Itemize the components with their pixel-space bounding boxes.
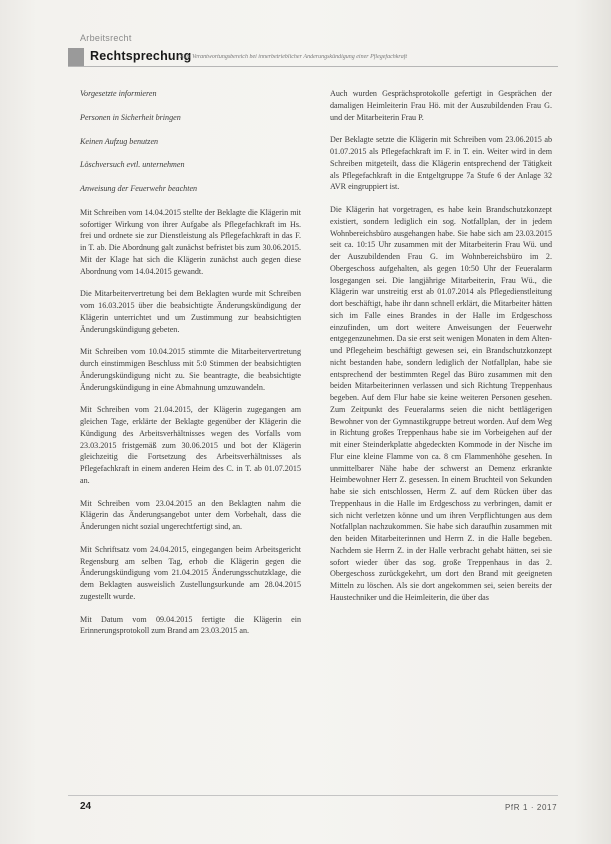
- issue-label: PfR 1 · 2017: [505, 803, 558, 812]
- instruction-item: Anweisung der Feuerwehr beachten: [80, 184, 198, 193]
- footer-divider: [68, 795, 558, 796]
- body-paragraph: Mit Schreiben vom 21.04.2015, der Klägerin zugegangen am gleichen Tage, erklärte der Beklagte gegenüber der Klägerin die Kündigung des Arbeitsverhältnisses wegen des Vorfalls vom 23.03.2015 fristgemäß zum 30.06.2015 und bot der Klägerin gleichzeitig die Fortsetzung des Arbeitsverhältnisses als Pflegefachkraft in einem anderen Heim des C. in T. ab 01.07.2015 an.: [80, 405, 301, 485]
- body-paragraph: Mit Schreiben vom 23.04.2015 an den Beklagten nahm die Klägerin das Änderungsangebot unter dem Vorbehalt, dass die Änderungen nicht sozial ungerechtfertigt sind, an.: [80, 498, 301, 531]
- body-paragraph: Die Mitarbeitervertretung bei dem Beklagten wurde mit Schreiben vom 16.03.2015 über die beabsichtigte Änderungskündigung der Klägerin unterrichtet und um Zustimmung zur beabsichtigten Änderungskündigung gebeten.: [80, 289, 301, 334]
- body-paragraph: Mit Schreiben vom 14.04.2015 stellte der Beklagte die Klägerin mit sofortiger Wirkung von ihrer Aufgabe als Pflegefachkraft im Hs. frei und ordnete sie zur Dienstleistung als Pflegefachkraft in das F. in T. ab. Die Abordnung galt zunächst befristet bis zum 30.06.2015. Mit der Klage hat sich die Klägerin zunächst auch gegen diese Abordnung vom 14.04.2015 gewandt.: [80, 207, 301, 276]
- header-accent-bar: [68, 48, 84, 66]
- body-paragraph: Mit Schreiben vom 10.04.2015 stimmte die Mitarbeitervertretung durch einstimmigen Beschluss mit 5:0 Stimmen der beabsichtigten Änderungskündigung nicht zu. Sie beantragte, die beabsichtigte Änderungskündigung in eine Abmahnung umzuwandeln.: [80, 347, 301, 392]
- body-paragraph: Mit Datum vom 09.04.2015 fertigte die Klägerin ein Erinnerungsprotokoll zum Brand am 23.03.2015 an.: [80, 614, 301, 636]
- instruction-item: Löschversuch evtl. unternehmen: [80, 160, 185, 170]
- body-paragraph: Der Beklagte setzte die Klägerin mit Schreiben vom 23.06.2015 ab 01.07.2015 als Pflegefachkraft im F. in T. ein. Weiter wird in dem Schreiben mitgeteilt, dass die Klägerin entsprechend der Tätigkeit als Pflegefachkraft in die Entgeltgruppe 7a Stufe 6 der Anlage 32 AVR eingruppiert ist.: [330, 135, 552, 192]
- body-paragraph: Auch wurden Gesprächsprotokolle gefertigt in Gesprächen der damaligen Heimleiterin Frau Hö. mit der Auszubildenden Frau G. und der Mitarbeiterin Frau P.: [330, 89, 552, 122]
- page-number: 24: [80, 801, 92, 812]
- instruction-item: Personen in Sicherheit bringen: [80, 112, 181, 122]
- page-subtitle: Zum Verantwortungsbereich bei innerbetrieblicher Änderungskündigung einer Pflegefachkraft: [180, 54, 408, 60]
- header-divider: [68, 66, 558, 67]
- body-paragraph: Die Klägerin hat vorgetragen, es habe kein Brandschutzkonzept existiert, sondern lediglich ein sog. Notfallplan, der in jedem Wohnbereichsbüro ausgehangen habe. Sie habe sich am 23.03.2015 seit ca. 10:15 Uhr zusammen mit der Mitarbeiterin Frau Wü. und der Auszubildenden Frau G. im Wohnbereichsbüro im 2. Obergeschoss aufgehalten, als gegen 10:50 Uhr der Feueralarm losgegangen sei. Die langjährige Mitarbeiterin, Frau Wü., die Klägerin war unstreitig erst ab 01.07.2014 als Pflegedienstleitung dort beschäftigt, habe ihr dann schnell erklärt, die Mitarbeiter hätten sich im Falle eines Brandes in der Halle im Erdgeschoss einzufinden, um dort weitere Anweisungen der Feuerwehr entgegenzunehmen. Da sie erst seit wenigen Monaten in dem Alten- und Pflegeheim beschäftigt gewesen sei, ein Brandschutzkonzept nicht bestanden habe, sondern lediglich der Notfallplan, habe sie entsprechend der bestimmten Regel das Büro zusammen mit den beiden Mitarbeiterinnen verlassen und sich Richtung Treppenhaus begeben. Auf dem Flur habe sie keine weiteren Personen gesehen. Zum Zeitpunkt des Feueralarms seien die nicht bettlägerigen Bewohner von der Gymnastikgruppe betreut worden. Auf dem Weg in Richtung großes Treppenhaus habe sie im Vorbeigehen auf der mit einer Steinderkplatte abgedeckten Kommode in der Nische im Flur eine kleine Flamme von ca. 8 cm Flammenhöhe gesehen. In unmittelbarer Nähe habe der schwerst an Demenz erkrankte Heimbewohner Herr Z. gesessen. In einem Bruchteil von Sekunden habe sie sich entschlossen, Herrn Z. auf dem Rücken über das Treppenhaus in die Halle im Erdgeschoss zu verbringen, damit er sich nicht verletzen könne und um ihren Verpflichtungen aus dem Notfallplan nachzukommen. Sie habe sich daraufhin zusammen mit den beiden Mitarbeiterinnen und Herrn Z. in die Halle begeben. Nachdem sie Herrn Z. in der Halle verbracht gehabt hätten, sei sie sofort wieder über das sog. große Treppenhaus in das 2. Obergeschoss zurückgekehrt, um dort den Brand mit geeigneten Mitteln zu löschen. Als sie dort angekommen sei, seien bereits der Haustechniker und die Heimleiterin, die über das: [330, 205, 552, 602]
- section-label: Arbeitsrecht: [80, 33, 132, 43]
- instruction-item: Keinen Aufzug benutzen: [80, 136, 159, 146]
- left-column: [80, 88, 301, 648]
- body-paragraph: Mit Schriftsatz vom 24.04.2015, eingegangen beim Arbeitsgericht Regensburg am selben Tag, erhob die Klägerin gegen die Änderungskündigung vom 21.04.2015 Änderungsschutzklage, die dem Beklagten ausweislich Zustellungsurkunde am 28.04.2015 zugestellt wurde.: [80, 544, 301, 601]
- instruction-item: Vorgesetzte informieren: [80, 89, 157, 98]
- page-title: Rechtsprechung: [90, 49, 192, 63]
- right-column: [330, 88, 552, 615]
